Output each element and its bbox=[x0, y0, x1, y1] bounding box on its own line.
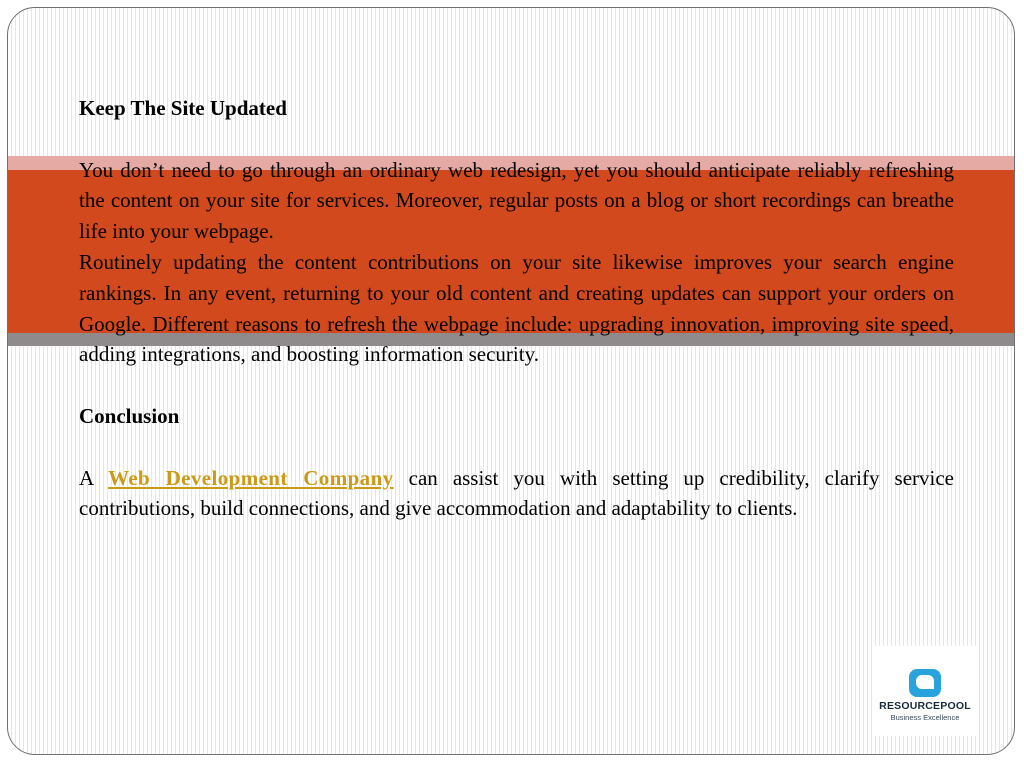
spacer bbox=[79, 370, 954, 401]
resourcepool-logo-icon bbox=[907, 668, 943, 698]
paragraph-conclusion bbox=[79, 463, 954, 525]
paragraph-routine-updates: Routinely updating the content contributions on your site likewise improves your search engine rankings. In any event, returning to your old content and creating updates can support your orders on Google. Different reasons to refresh the webpage include: upgrading innovation, improving site speed, adding integrations, and boosting information security. bbox=[79, 249, 954, 367]
conclusion-suffix: can assist you with setting up credibility, clarify service contributions, build connections, and give accommodation and adaptability to clients. bbox=[79, 465, 954, 521]
paragraph-redesign: You don’t need to go through an ordinary web redesign, yet you should anticipate reliably refreshing the content on your site for services. Moreover, regular posts on a blog or short recordings can breathe life into your webpage. bbox=[79, 157, 954, 244]
logo-name: RESOURCEPOOL bbox=[879, 700, 971, 712]
resourcepool-logo bbox=[874, 646, 976, 736]
section-heading-conclusion: Conclusion bbox=[79, 403, 180, 428]
spacer bbox=[79, 124, 954, 155]
spacer bbox=[79, 432, 954, 463]
slide-content bbox=[79, 93, 954, 524]
section-heading-keep-updated: Keep The Site Updated bbox=[79, 96, 287, 120]
conclusion-prefix: A bbox=[79, 465, 109, 490]
logo-tagline: Business Excellence bbox=[890, 713, 960, 722]
web-development-company-link[interactable]: Web Development Company bbox=[108, 465, 394, 490]
